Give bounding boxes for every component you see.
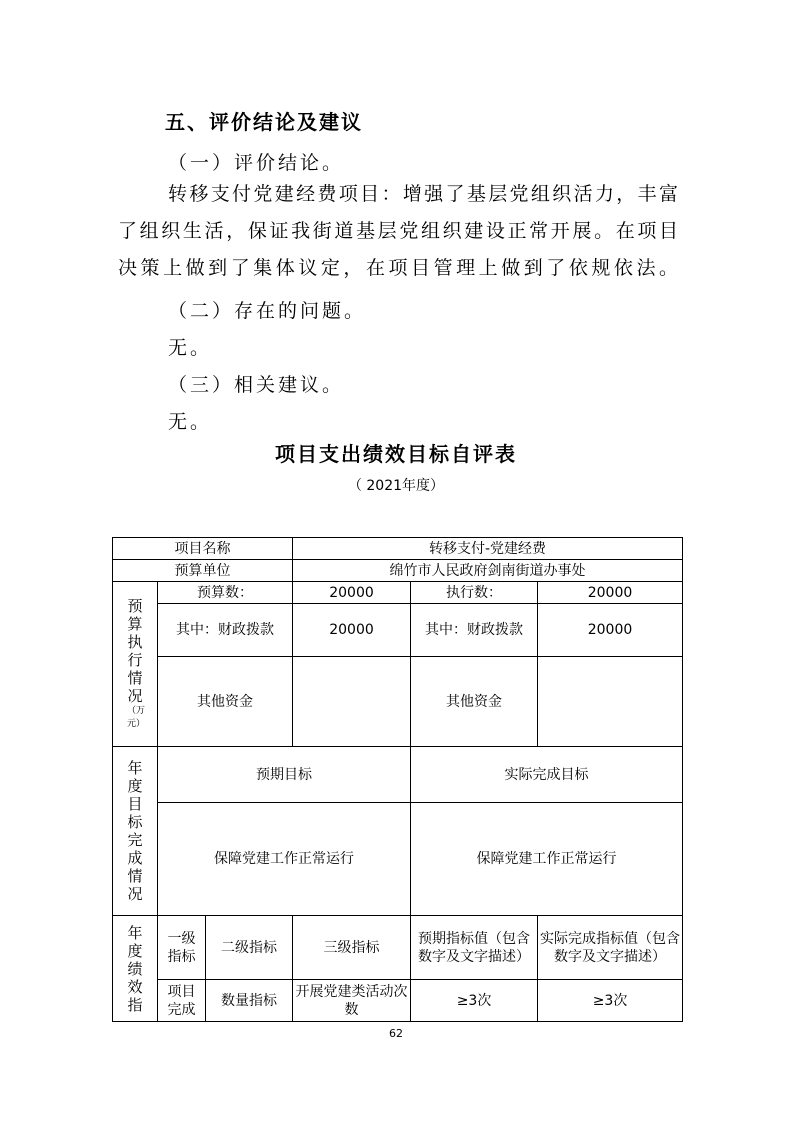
expected-value-header: 预期指标值（包含数字及文字描述）	[411, 916, 538, 980]
problems-none-text: 无。	[168, 337, 213, 359]
budget-exec-label: 预算执行情况 （万元）	[113, 582, 158, 747]
table-row	[113, 747, 683, 803]
fiscal-budget-value: 20000	[293, 604, 411, 657]
budget-amount-label: 预算数：	[158, 582, 293, 604]
page-number: 62	[389, 1027, 403, 1040]
performance-evaluation-table	[112, 537, 683, 1022]
fiscal-exec-label: 其中：财政拨款	[411, 604, 538, 657]
row1-actual: ≥3次	[538, 980, 683, 1022]
section-title: 五、评价结论及建议	[165, 110, 363, 134]
actual-goal-header: 实际完成目标	[411, 747, 683, 803]
paragraph-line: 了组织生活，保证我街道基层党组织建设正常开展。在项目	[118, 220, 678, 242]
table-row	[113, 604, 683, 657]
suggestions-none-text: 无。	[168, 411, 213, 433]
expected-goal-value: 保障党建工作正常运行	[158, 803, 411, 916]
other-funds-label: 其他资金	[158, 657, 293, 747]
level2-header: 二级指标	[206, 916, 293, 980]
fiscal-label: 其中：财政拨款	[158, 604, 293, 657]
exec-amount-value: 20000	[538, 582, 683, 604]
other-funds-budget-value	[293, 657, 411, 747]
unit-label: （万元）	[127, 706, 146, 729]
table-title: 项目支出绩效目标自评表	[275, 442, 517, 466]
other-funds-exec-value	[538, 657, 683, 747]
project-name-label: 项目名称	[113, 538, 293, 560]
table-row	[113, 980, 683, 1022]
row1-level1: 项目完成	[158, 980, 206, 1022]
row1-expected: ≥3次	[411, 980, 538, 1022]
subheading-conclusion: （一）评价结论。	[168, 152, 345, 174]
row1-level2: 数量指标	[206, 980, 293, 1022]
conclusion-paragraph	[118, 176, 678, 287]
table-row	[113, 916, 683, 980]
table-year: （ 2021年度）	[347, 478, 445, 494]
project-name-value: 转移支付-党建经费	[293, 538, 683, 560]
expected-goal-header: 预期目标	[158, 747, 411, 803]
table-row	[113, 538, 683, 560]
row1-level3: 开展党建类活动次数	[293, 980, 411, 1022]
other-funds-exec-label: 其他资金	[411, 657, 538, 747]
annual-goal-label: 年度目标完成情况	[113, 747, 158, 916]
subheading-suggestions: （三）相关建议。	[168, 374, 345, 396]
actual-value-header: 实际完成指标值（包含数字及文字描述）	[538, 916, 683, 980]
fiscal-exec-value: 20000	[538, 604, 683, 657]
perf-indicator-label: 年度绩效指	[113, 916, 158, 1022]
subheading-problems: （二）存在的问题。	[168, 300, 367, 322]
budget-unit-value: 绵竹市人民政府剑南街道办事处	[293, 560, 683, 582]
table-row	[113, 582, 683, 604]
paragraph-line: 转移支付党建经费项目：增强了基层党组织活力，丰富	[168, 183, 678, 205]
actual-goal-value: 保障党建工作正常运行	[411, 803, 683, 916]
budget-amount-value: 20000	[293, 582, 411, 604]
paragraph-line: 决策上做到了集体议定，在项目管理上做到了依规依法。	[118, 257, 678, 279]
table-row	[113, 803, 683, 916]
table-row	[113, 560, 683, 582]
exec-amount-label: 执行数：	[411, 582, 538, 604]
level1-header: 一级指标	[158, 916, 206, 980]
level3-header: 三级指标	[293, 916, 411, 980]
budget-unit-label: 预算单位	[113, 560, 293, 582]
table-row	[113, 657, 683, 747]
